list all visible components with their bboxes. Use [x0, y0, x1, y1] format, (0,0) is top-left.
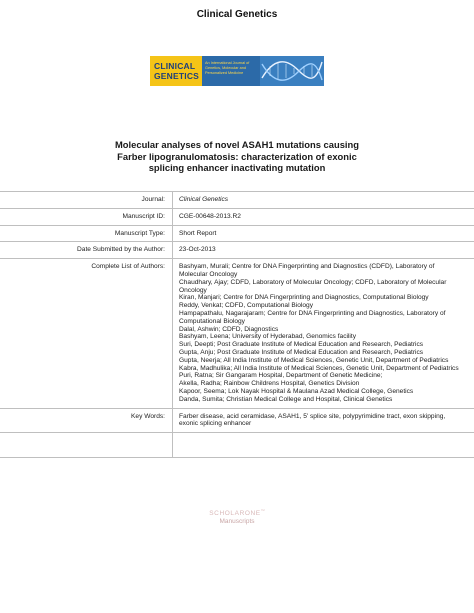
date-submitted-label: Date Submitted by the Author: — [0, 242, 173, 259]
author-entry: Suri, Deepti; Post Graduate Institute of Medical Education and Research, Pediatrics — [179, 341, 424, 349]
journal-label: Journal: — [0, 192, 173, 209]
journal-header-title: Clinical Genetics — [196, 9, 278, 20]
banner-word-top: CLINICAL — [154, 61, 196, 71]
manuscript-type-value: Short Report — [173, 225, 474, 242]
author-entry: Kabra, Madhulika; All India Institute of Medical Sciences, Genetic Unit, Department of Pediatrics — [179, 364, 459, 372]
author-entry: Kiran, Manjari; Centre for DNA Fingerprinting and Diagnostics, Computational Biology — [179, 294, 429, 302]
scholarone-logo — [0, 507, 474, 526]
manuscript-metadata-table — [0, 191, 474, 458]
author-entry: Bashyam, Leena; University of Hyderabad, Genomics facility — [179, 333, 357, 341]
keywords-label: Key Words: — [0, 408, 173, 433]
author-entry: Danda, Sumita; Christian Medical College and Hospital, Clinical Genetics — [179, 395, 393, 403]
keywords-row — [0, 408, 474, 433]
journal-row — [0, 192, 474, 209]
manuscript-id-value: CGE-00648-2013.R2 — [173, 208, 474, 225]
date-submitted-value: 23-Oct-2013 — [173, 242, 474, 259]
manuscript-type-label: Manuscript Type: — [0, 225, 173, 242]
banner-tagline: An International Journal of Genetics, Molecular and Personalized Medicine — [205, 61, 250, 75]
empty-label-cell — [0, 433, 173, 458]
author-entry: Akella, Radha; Rainbow Childrens Hospital, Genetics Division — [179, 380, 360, 388]
author-entry: Hampapathalu, Nagarajaram; Centre for DNA Fingerprinting and Diagnostics, Laboratory of Computational Biology — [179, 309, 446, 325]
journal-banner — [150, 56, 324, 86]
manuscript-type-row — [0, 225, 474, 242]
author-entry: Reddy, Venkat; CDFD, Computational Biology — [179, 302, 314, 310]
article-title-line: splicing enhancer inactivating mutation — [148, 162, 326, 173]
scholarone-subtitle: Manuscripts — [219, 518, 255, 526]
article-title-line: Molecular analyses of novel ASAH1 mutations causing — [115, 139, 359, 150]
manuscript-id-label: Manuscript ID: — [0, 208, 173, 225]
authors-label: Complete List of Authors: — [0, 259, 173, 408]
article-title-line: Farber lipogranulomatosis: characterization of exonic — [117, 150, 357, 162]
author-entry: Gupta, Neerja; All India Institute of Medical Sciences, Genetic Unit, Department of Pediatrics — [179, 356, 449, 364]
journal-banner-wordmark — [150, 56, 202, 86]
authors-row — [0, 259, 474, 408]
scholarone-brand: SCHOLARONE — [209, 510, 261, 518]
author-entry: Bashyam, Murali; Centre for DNA Fingerprinting and Diagnostics (CDFD), Laboratory of Molecular Oncology — [179, 263, 435, 278]
banner-word-bottom: GENETICS — [154, 71, 200, 81]
journal-value: Clinical Genetics — [173, 192, 474, 209]
trademark-mark: ™ — [260, 508, 265, 513]
manuscript-id-row — [0, 208, 474, 225]
article-title — [60, 139, 414, 174]
keywords-value — [173, 408, 474, 433]
author-entry: Puri, Ratna; Sir Gangaram Hospital, Department of Genetic Medicine; — [179, 372, 383, 380]
empty-row — [0, 433, 474, 458]
author-entry: Dalal, Ashwin; CDFD, Diagnostics — [179, 325, 279, 333]
date-submitted-row — [0, 242, 474, 259]
author-entry: Gupta, Anju; Post Graduate Institute of Medical Education and Research, Pediatrics — [179, 348, 424, 356]
author-entry: Chaudhary, Ajay; CDFD, Laboratory of Molecular Oncology; CDFD, Laboratory of Molecular Oncology — [179, 278, 447, 294]
author-entry: Kapoor, Seema; Lok Nayak Hospital & Maulana Azad Medical College, Genetics — [179, 387, 414, 395]
empty-value-cell — [173, 433, 474, 458]
authors-list — [173, 259, 474, 408]
dna-helix-icon — [260, 56, 324, 86]
keywords-text: Farber disease, acid ceramidase, ASAH1, 5' splice site, polypyrimidine tract, exon skipping, exonic splicing enhancer — [179, 412, 446, 428]
